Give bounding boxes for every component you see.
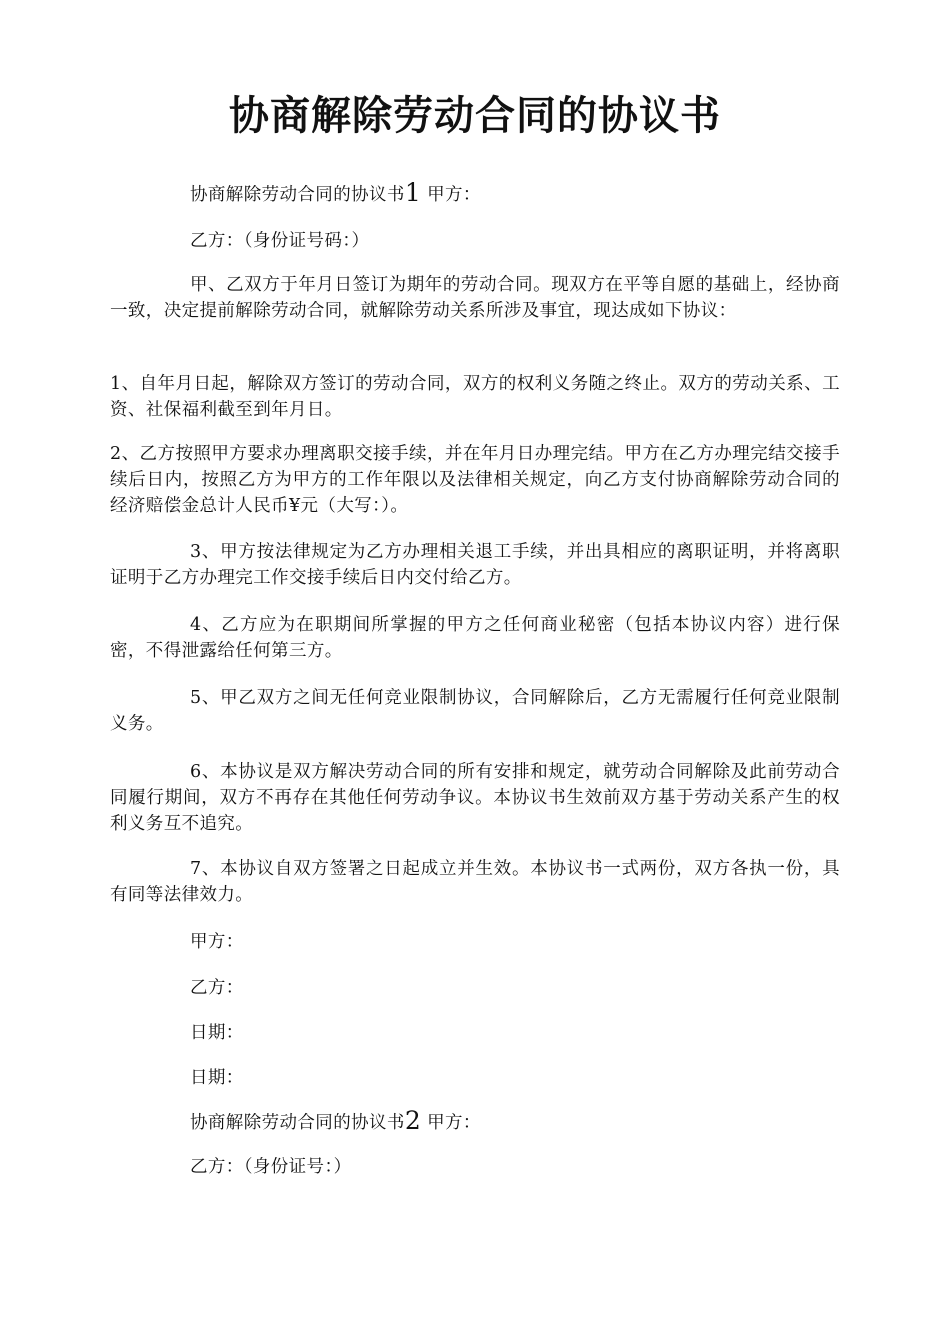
document-title: 协商解除劳动合同的协议书 (229, 92, 721, 139)
signature-party-a: 甲方： (190, 932, 244, 952)
party-b-line-2: 乙方：（身份证号：） (190, 1157, 352, 1177)
intro-2-text: 协商解除劳动合同的协议书 (190, 1113, 405, 1133)
clause-6: 6、本协议是双方解决劳动合同的所有安排和规定，就劳动合同解除及此前劳动合同履行期间，双方不再存在其他任何劳动争议。本协议书生效前双方基于劳动关系产生的权利义务互不追究。 (110, 762, 840, 834)
signature-date-a: 日期： (190, 1023, 244, 1043)
intro-2-party-a: 甲方： (421, 1113, 481, 1133)
clause-7: 7、本协议自双方签署之日起成立并生效。本协议书一式两份，双方各执一份，具有同等法律效力。 (110, 859, 840, 905)
intro-line-1 (190, 180, 481, 208)
intro-2-number: 2 (404, 1106, 422, 1135)
intro-1-number: 1 (404, 178, 422, 207)
signature-date-b: 日期： (190, 1068, 244, 1088)
intro-1-text: 协商解除劳动合同的协议书 (190, 185, 405, 205)
clause-2: 2、乙方按照甲方要求办理离职交接手续，并在年月日办理完结。甲方在乙方办理完结交接手续后日内，按照乙方为甲方的工作年限以及法律相关规定，向乙方支付协商解除劳动合同的经济赔偿金总计人民币¥元（大写：）。 (110, 444, 840, 516)
clause-5: 5、甲乙双方之间无任何竞业限制协议，合同解除后，乙方无需履行任何竞业限制义务。 (110, 688, 840, 734)
clause-4: 4、乙方应为在职期间所掌握的甲方之任何商业秘密（包括本协议内容）进行保密，不得泄露给任何第三方。 (110, 615, 840, 661)
preamble-paragraph: 甲、乙双方于年月日签订为期年的劳动合同。现双方在平等自愿的基础上，经协商一致，决定提前解除劳动合同，就解除劳动关系所涉及事宜，现达成如下协议： (110, 275, 840, 321)
signature-party-b: 乙方： (190, 978, 244, 998)
clause-3: 3、甲方按法律规定为乙方办理相关退工手续，并出具相应的离职证明，并将离职证明于乙方办理完工作交接手续后日内交付给乙方。 (110, 542, 840, 588)
party-b-line-1: 乙方：（身份证号码：） (190, 231, 370, 251)
intro-line-2 (190, 1108, 481, 1136)
clause-1: 1、自年月日起，解除双方签订的劳动合同，双方的权利义务随之终止。双方的劳动关系、工资、社保福利截至到年月日。 (110, 374, 840, 420)
intro-1-party-a: 甲方： (421, 185, 481, 205)
